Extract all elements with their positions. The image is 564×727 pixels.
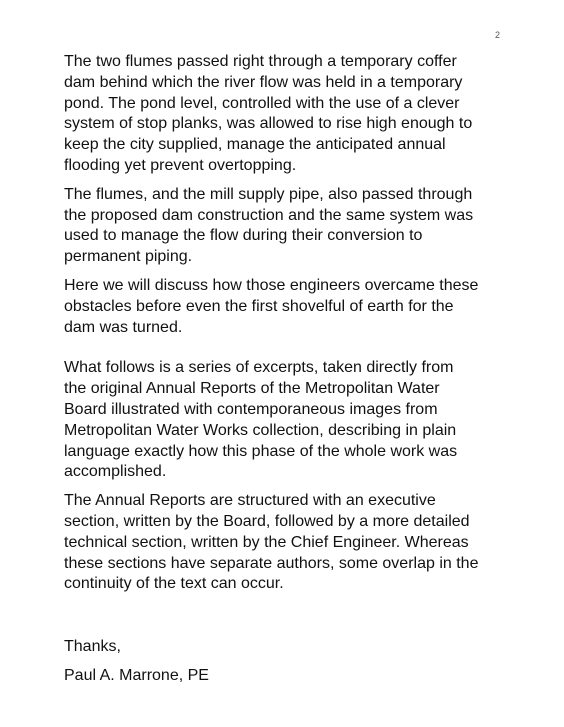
document-body bbox=[64, 52, 514, 695]
salutation: Thanks, bbox=[64, 638, 121, 656]
signature: Paul A. Marrone, PE bbox=[64, 666, 209, 684]
paragraph-discussion: Here we will discuss how those engineers overcame these obstacles before even the first shovelful of earth for the dam was turned. bbox=[64, 276, 479, 336]
page-number: 2 bbox=[494, 30, 500, 40]
paragraph-flumes: The flumes, and the mill supply pipe, also passed through the proposed dam construction and the same system was used to manage the flow during their conversion to permanent piping. bbox=[64, 185, 474, 266]
paragraph-coffer-dam: The two flumes passed right through a temporary coffer dam behind which the river flow was held in a temporary pond. The pond level, controlled with the use of a clever system of stop planks, was allowed to rise high enough to keep the city supplied, manage the anticipated annual flooding yet prevent overtopping. bbox=[64, 53, 473, 174]
paragraph-excerpts: What follows is a series of excerpts, taken directly from the original Annual Reports of the Metropolitan Water Board illustrated with contemporaneous images from Metropolitan Water Works collection, describing in plain language exactly how this phase of the whole work was accomplished. bbox=[64, 359, 458, 481]
closing-block bbox=[64, 637, 514, 687]
paragraph-annual-reports: The Annual Reports are structured with an executive section, written by the Board, followed by a more detailed technical section, written by the Chief Engineer. Whereas these sections have separate authors, some overlap in the continuity of the text can occur. bbox=[64, 492, 479, 593]
